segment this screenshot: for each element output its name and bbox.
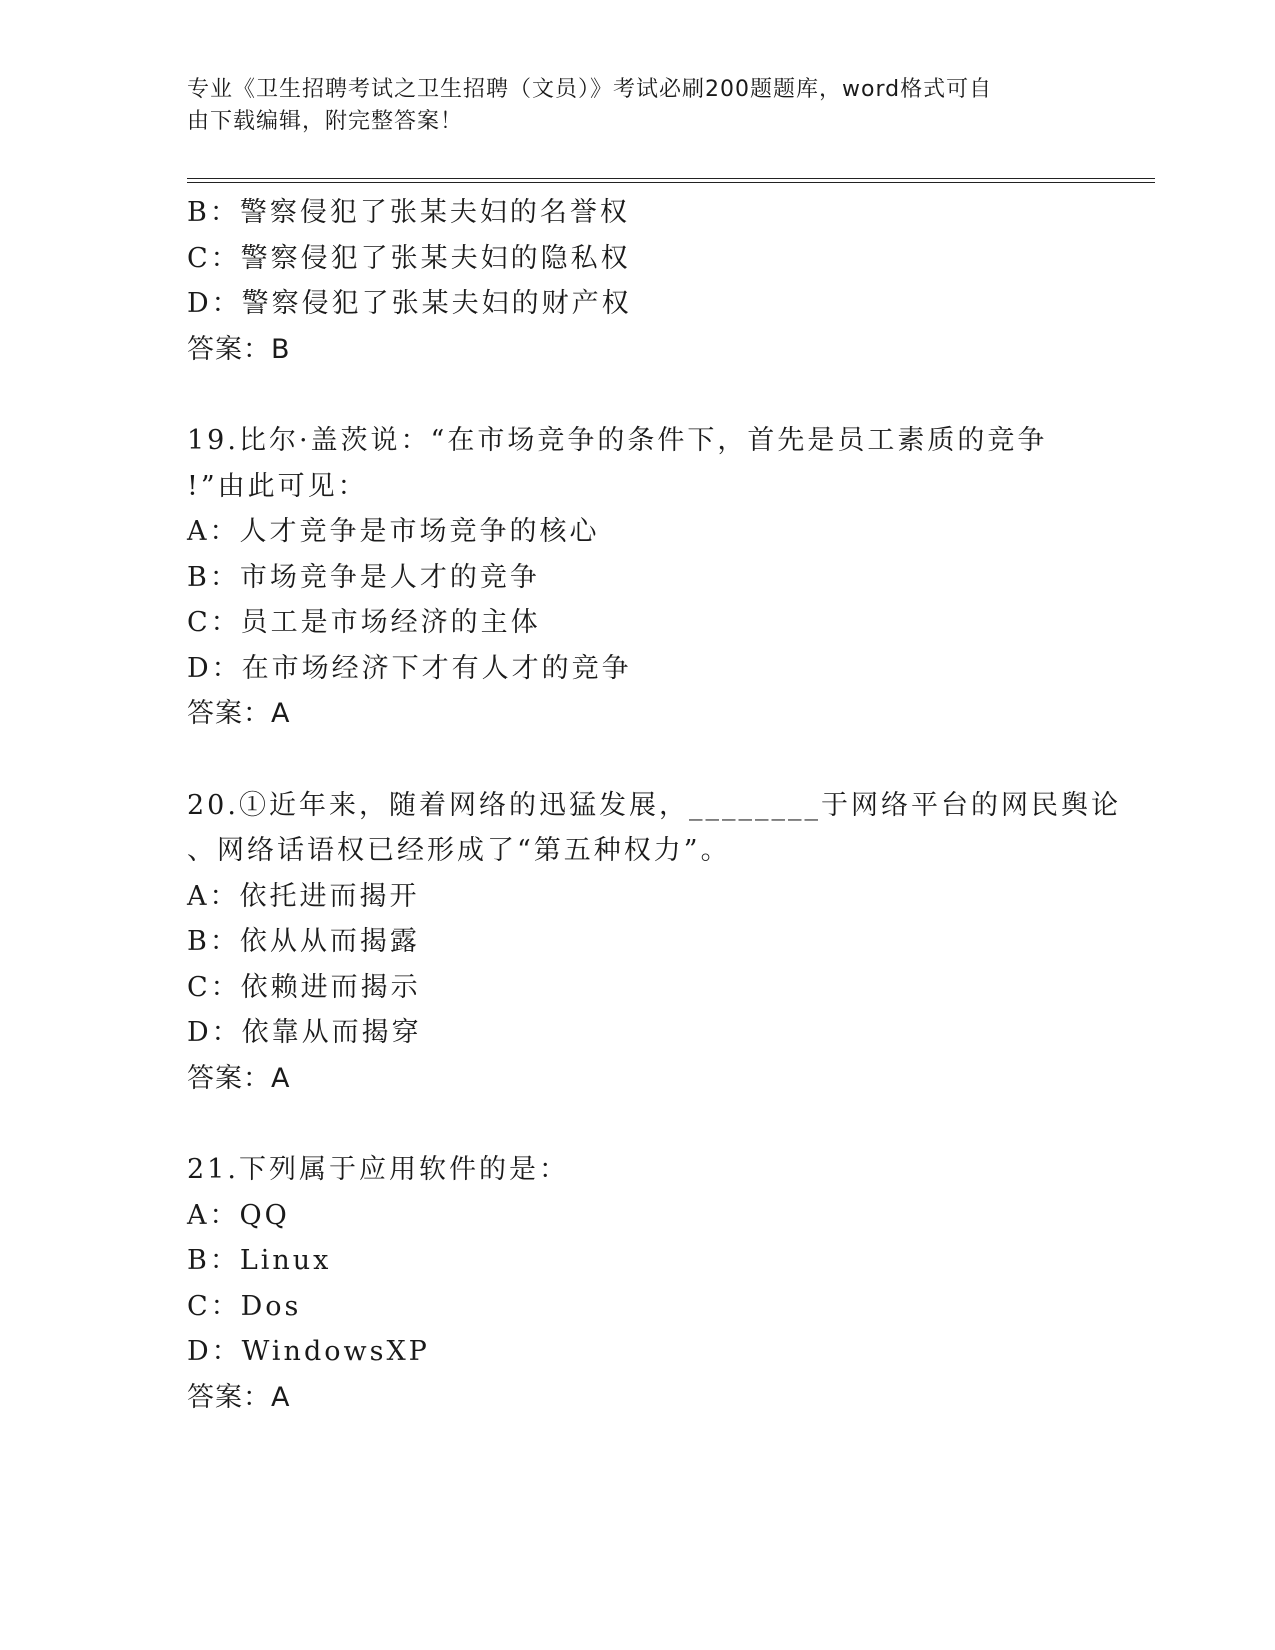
- answer-line: 答案：B: [187, 333, 291, 365]
- answer-line: 答案：A: [187, 1062, 291, 1094]
- header-line-2: 由下载编辑，附完整答案！: [187, 109, 464, 134]
- stem-line-1: 19.比尔·盖茨说：“在市场竞争的条件下，首先是员工素质的竞争: [187, 425, 1048, 456]
- option-d: D：警察侵犯了张某夫妇的财产权: [187, 288, 632, 319]
- option-b: B：Linux: [187, 1245, 332, 1276]
- option-a: A：QQ: [187, 1199, 290, 1231]
- question-stem: [187, 1147, 1087, 1193]
- answer-line: 答案：A: [187, 698, 291, 729]
- spacer: [187, 1101, 1087, 1147]
- question-20: [187, 783, 1121, 1102]
- option-a: A：人才竞争是市场竞争的核心: [187, 516, 600, 547]
- question-18-tail: [187, 190, 1087, 372]
- option-c: C：警察侵犯了张某夫妇的隐私权: [187, 242, 631, 274]
- stem-line-2: !”由此可见：: [187, 470, 368, 502]
- spacer: [187, 372, 1087, 418]
- header-divider: [187, 178, 1155, 183]
- option-b: B：市场竞争是人才的竞争: [187, 561, 540, 593]
- page-header: [187, 74, 1087, 138]
- option-d: D：依靠从而揭穿: [187, 1017, 422, 1048]
- option-b: B：警察侵犯了张某夫妇的名誉权: [187, 197, 630, 228]
- question-list: [187, 190, 1121, 1420]
- spacer: [187, 737, 1087, 783]
- question-21: [187, 1147, 1087, 1420]
- option-c: C：Dos: [187, 1290, 302, 1322]
- stem-line-1: 21.下列属于应用软件的是：: [187, 1154, 569, 1185]
- option-a: A：依托进而揭开: [187, 880, 420, 912]
- stem-line-1: 20.①近年来，随着网络的迅猛发展，________于网络平台的网民舆论: [187, 789, 1121, 821]
- stem-line-2: 、网络话语权已经形成了“第五种权力”。: [187, 835, 731, 866]
- option-b: B：依从从而揭露: [187, 926, 420, 957]
- answer-line: 答案：A: [187, 1381, 291, 1413]
- question-19: [187, 418, 1087, 737]
- option-d: D：WindowsXP: [187, 1336, 430, 1367]
- question-stem: [187, 418, 1087, 509]
- question-stem: [187, 783, 1121, 874]
- option-c: C：依赖进而揭示: [187, 971, 421, 1003]
- header-line-1: 专业《卫生招聘考试之卫生招聘（文员）》考试必刷200题题库，word格式可自: [187, 77, 993, 102]
- option-d: D：在市场经济下才有人才的竞争: [187, 652, 632, 684]
- option-c: C：员工是市场经济的主体: [187, 607, 541, 638]
